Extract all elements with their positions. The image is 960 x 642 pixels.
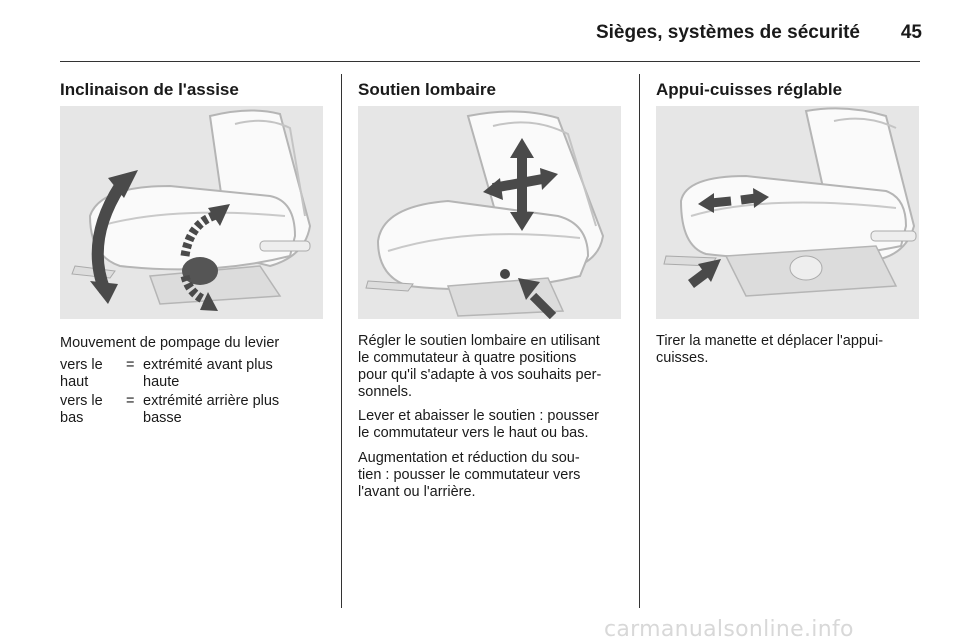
term-line: vers le [60, 357, 103, 373]
seat-tilt-drawing [60, 106, 323, 319]
text-line: Tirer la manette et déplacer l'appui- [656, 333, 884, 349]
desc-line: haute [143, 374, 180, 390]
text-line: Lever et abaisser le soutien : pousser [358, 408, 599, 424]
text-line: pour qu'il s'adapte à vos souhaits per- [358, 367, 602, 383]
page-header-title: Sièges, systèmes de sécurité [595, 22, 860, 43]
lumbar-drawing [358, 106, 621, 319]
thigh-support-illustration [656, 106, 919, 319]
lumbar-support-illustration [358, 106, 621, 319]
desc-line: extrémité arrière plus [143, 393, 280, 409]
section-title-lumbar: Soutien lombaire [358, 80, 496, 99]
definition-description [143, 357, 323, 391]
seat-tilt-illustration [60, 106, 323, 319]
text-line: Augmentation et réduction du sou- [358, 450, 580, 466]
section-title-thigh-support: Appui-cuisses réglable [656, 80, 843, 99]
seat-tilt-caption: Mouvement de pompage du levier [60, 335, 280, 351]
section-title-seat-tilt: Inclinaison de l'assise [60, 80, 239, 99]
lumbar-paragraph [358, 450, 628, 501]
lumbar-paragraph [358, 333, 628, 401]
text-line: Régler le soutien lombaire en utilisant [358, 333, 600, 349]
thigh-support-drawing [656, 106, 919, 319]
definition-separator: = [126, 393, 135, 409]
definition-term [60, 357, 116, 391]
watermark: carmanualsonline.info [604, 617, 854, 642]
text-line: le commutateur vers le haut ou bas. [358, 425, 589, 441]
definition-separator: = [126, 357, 135, 373]
definition-row-down [60, 393, 330, 429]
term-line: haut [60, 374, 89, 390]
text-line: sonnels. [358, 384, 413, 400]
desc-line: basse [143, 410, 182, 426]
definition-term [60, 393, 116, 427]
text-line: le commutateur à quatre positions [358, 350, 577, 366]
column-divider [341, 74, 342, 608]
lumbar-paragraph [358, 408, 628, 442]
thigh-support-paragraph [656, 333, 926, 367]
term-line: vers le [60, 393, 103, 409]
desc-line: extrémité avant plus [143, 357, 273, 373]
header-rule [60, 61, 920, 62]
text-line: l'avant ou l'arrière. [358, 484, 476, 500]
definition-description [143, 393, 323, 427]
text-line: cuisses. [656, 350, 709, 366]
page-number: 45 [900, 22, 922, 43]
definition-row-up [60, 357, 330, 393]
column-divider [639, 74, 640, 608]
text-line: tien : pousser le commutateur vers [358, 467, 581, 483]
term-line: bas [60, 410, 84, 426]
